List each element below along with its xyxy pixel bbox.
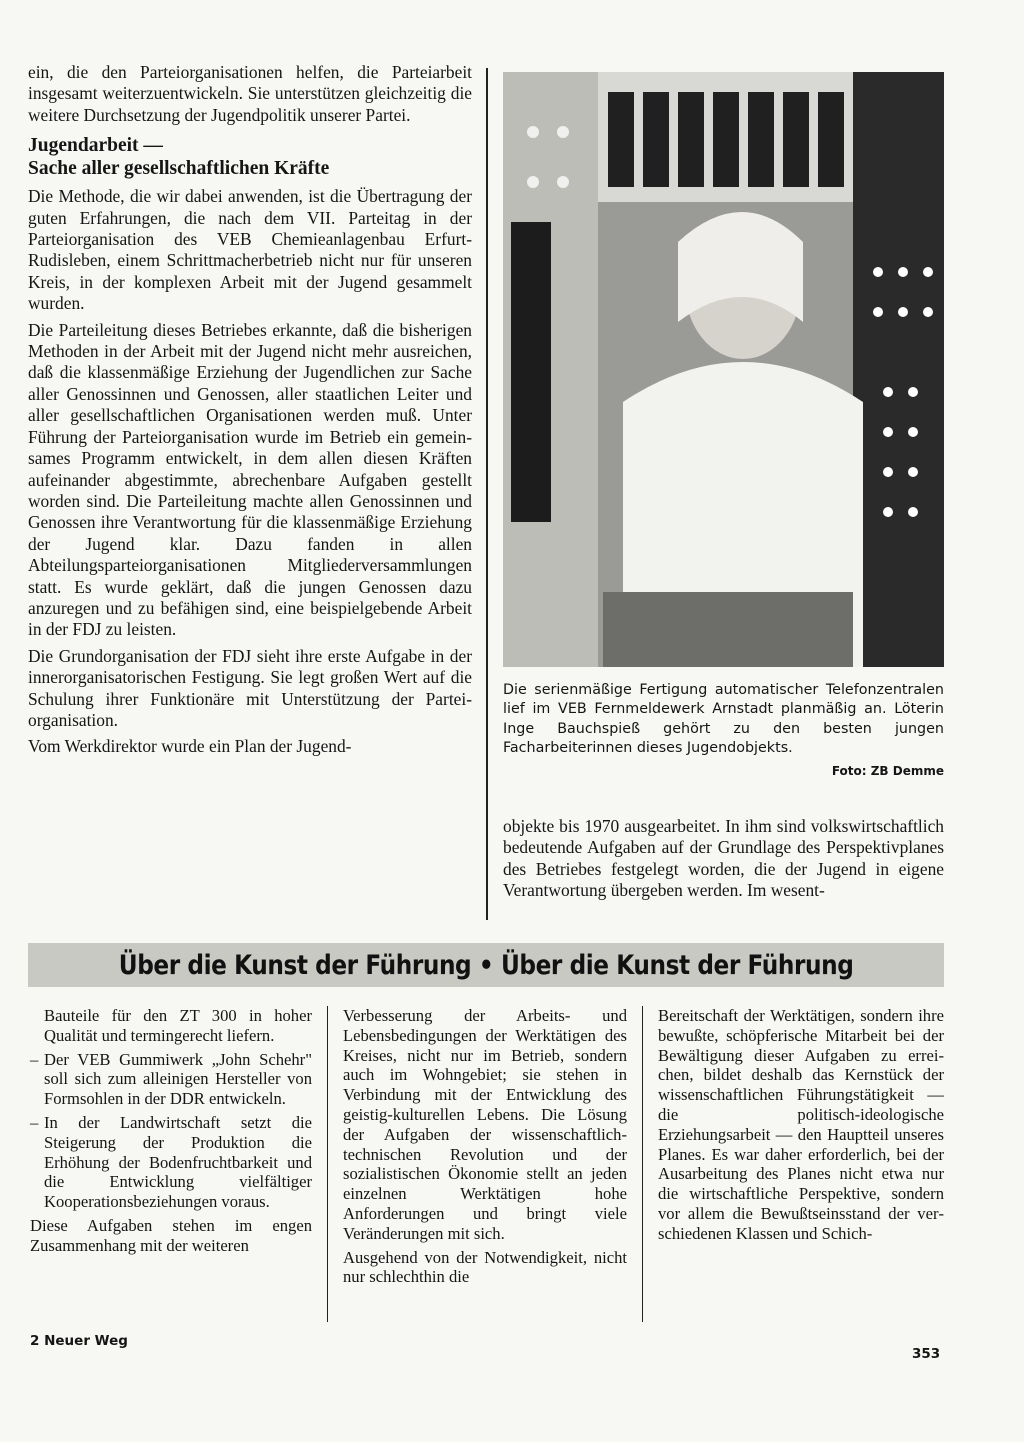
dash-list-text: Der VEB Gummiwerk „John Schehr" soll sich zum alleinigen Hersteller von Formsohlen in der DDR entwickeln.	[44, 1049, 312, 1109]
section-banner	[28, 943, 944, 987]
bottom-column-2	[343, 1006, 627, 1291]
dash-mark: –	[30, 1112, 39, 1132]
column-divider	[486, 68, 488, 920]
paragraph: Bauteile für den ZT 300 in hoher Qualität und termingerecht liefern.	[44, 1006, 312, 1045]
photo-credit: Foto: ZB Demme	[831, 764, 944, 778]
paragraph: Die Grundorganisation der FDJ sieht ihre erste Aufgabe in der innerorganisatorischen Festigung. Sie legt großen Wert auf die Schulung ihrer Funktionäre mit Unterstützung der Parteiorganisation.	[28, 645, 472, 730]
photo-switchboard-worker	[503, 72, 944, 667]
article-photo	[503, 72, 944, 667]
paragraph: Ausgehend von der Notwendigkeit, nicht nur schlechthin die	[343, 1247, 627, 1287]
bottom-column-3	[658, 1006, 944, 1248]
banner-title: Über die Kunst der Führung • Über die Kunst der Führung	[118, 949, 854, 981]
paragraph: Diese Aufgaben stehen im engen Zusammenhang mit der weiteren	[30, 1215, 312, 1255]
footer-publication: 2 Neuer Weg	[30, 1333, 128, 1349]
paragraph: ein, die den Parteiorganisationen helfen, die Parteiarbeit insgesamt weiterzuentwickeln. Sie unterstützen gleichzeitig die weitere Durchsetzung der Jugendpolitik unserer Partei.	[28, 62, 472, 125]
paragraph: Vom Werkdirektor wurde ein Plan der Jugend-	[28, 736, 352, 757]
dash-list-text: In der Landwirtschaft setzt die Steigerung der Produktion die Erhöhung der Bodenfruchtbarkeit und die Entwicklung vielfältiger Kooperationsbeziehungen voraus.	[44, 1112, 312, 1212]
column-divider	[642, 1006, 643, 1322]
section-heading	[28, 134, 472, 180]
article-column-left	[28, 62, 472, 763]
dash-mark: –	[30, 1049, 39, 1069]
dash-list-item	[30, 1113, 312, 1212]
dash-list-item	[30, 1050, 312, 1109]
paragraph: Die Parteileitung dieses Betriebes erkannte, daß die bisherigen Methoden in der Arbeit mit der Jugend nicht mehr ausreichen, daß die klassenmäßige Erziehung der Jugendlichen zur Sache aller Genossinnen und Genossen, aller staatlichen Leiter und aller gesellschaftlichen Organisationen werden muß. Unter Führung der Parteiorganisation wurde im Betrieb ein gemeinsames Programm entwickelt, in dem allen diesen Kräften aufeinander abgestimmte, abrechenbare Aufgaben gestellt worden sind. Die Parteileitung machte allen Genossinnen und Genossen ihre Verantwortung für die klassenmäßige Erziehung der Jugend klar. Dazu fanden in allen Abteilungsparteiorganisationen Mitgliederversammlungen statt. Es wurde geklärt, daß die jungen Genossen dazu anzuregen und zu befähigen sind, eine beispielgebende Arbeit in der FDJ zu leisten.	[28, 319, 472, 640]
photo-caption: Die serienmäßige Fertigung automatischer Telefonzentralen lief im VEB Fernmeldewerk Arnstadt planmäßig an. Löterin Inge Bauchspieß gehört zu den besten jungen Facharbeiterinnen dieses Jugendobjekts.	[503, 682, 944, 757]
column-divider	[327, 1006, 328, 1322]
page-number: 353	[912, 1346, 941, 1362]
paragraph: Bereitschaft der Werktätigen, sondern ihre bewußte, schöpferische Mitarbeit bei der Bewältigung dieser Aufgaben zu erreichen, bildet deshalb das Kernstück der wissenschaftlichen Führungstätigkeit — die politisch-ideologische Erziehungsarbeit — den Hauptteil unseres Planes. Es war daher erforderlich, bei der Ausarbeitung des Planes nicht etwa nur die wirtschaftliche Perspektive, sondern vor allem die Bewußtseinsstand der verschiedenen Klassen und Schich-	[658, 1006, 944, 1243]
paragraph: Die Methode, die wir dabei anwenden, ist die Übertragung der guten Erfahrungen, die nach dem VII. Parteitag in der Parteiorganisation des VEB Chemieanlagenbau Erfurt-Rudisleben, einem Schrittmacherbetrieb nicht nur für unseren Kreis, in der komplexen Arbeit mit der Jugend gesammelt wurden.	[28, 186, 472, 314]
section-heading-line2: Sache aller gesellschaftlichen Kräfte	[28, 158, 330, 180]
bottom-column-1	[30, 1006, 312, 1260]
article-column-right	[503, 816, 944, 907]
section-heading-line1: Jugendarbeit —	[28, 135, 163, 157]
paragraph: Verbesserung der Arbeits- und Lebensbedingungen der Werktätigen des Kreises, nicht nur im Betrieb, sondern auch im Wohngebiet; sie stehen in Verbindung mit der Entwicklung des geistig-kulturellen Lebens. Die Lösung der Aufgaben der wissenschaftlich-technischen Revolution und der sozialistischen Ökonomie stellt an jeden einzelnen Werktätigen hohe Anforderungen und bringt viele Veränderungen mit sich.	[343, 1006, 627, 1243]
paragraph: objekte bis 1970 ausgearbeitet. In ihm sind volkswirtschaftlich bedeutende Aufgaben auf der Grundlage des Perspektivplanes des Betriebes festgelegt worden, die der Jugend in eigene Verantwortung übergeben werden. Im wesent-	[503, 816, 944, 901]
